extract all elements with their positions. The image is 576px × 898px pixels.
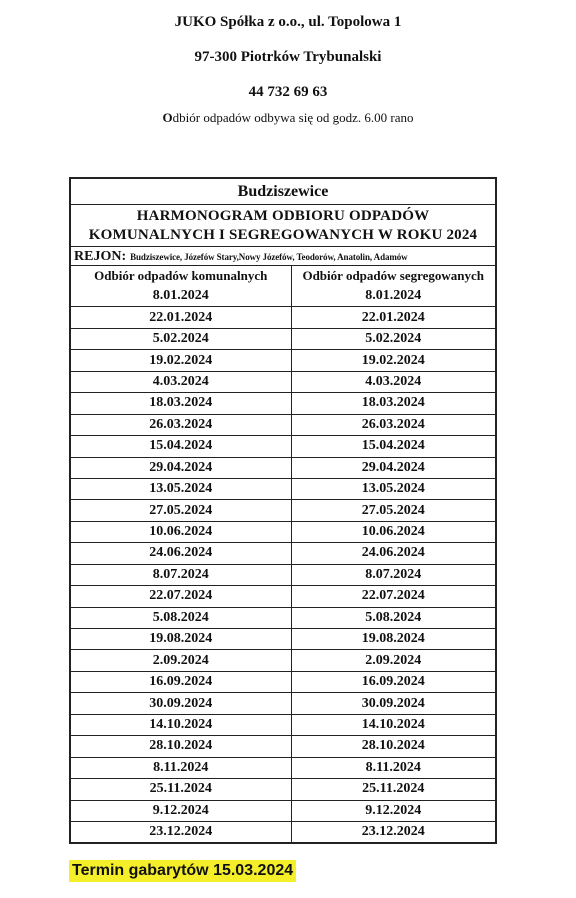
table-row — [71, 436, 495, 457]
communal-date-cell: 27.05.2024 — [71, 500, 291, 521]
table-row — [71, 564, 495, 585]
table-row — [71, 500, 495, 521]
table-row — [71, 521, 495, 542]
communal-date-cell: 2.09.2024 — [71, 650, 291, 671]
table-row — [71, 586, 495, 607]
segregated-date-cell: 8.07.2024 — [291, 564, 495, 585]
segregated-date-cell: 4.03.2024 — [291, 371, 495, 392]
note-first-letter: O — [162, 110, 173, 125]
table-row — [71, 650, 495, 671]
segregated-date-cell: 5.08.2024 — [291, 607, 495, 628]
segregated-date-cell: 8.11.2024 — [291, 757, 495, 778]
segregated-date-cell: 26.03.2024 — [291, 414, 495, 435]
segregated-date-cell: 18.03.2024 — [291, 393, 495, 414]
segregated-date-cell: 5.02.2024 — [291, 328, 495, 349]
heading-line-2: KOMUNALNYCH I SEGREGOWANYCH W ROKU 2024 — [88, 227, 478, 243]
communal-date-cell: 13.05.2024 — [71, 478, 291, 499]
segregated-date-cell: 15.04.2024 — [291, 436, 495, 457]
segregated-date-cell: 9.12.2024 — [291, 800, 495, 821]
schedule-table — [69, 177, 497, 844]
communal-date-cell: 30.09.2024 — [71, 693, 291, 714]
table-row — [71, 371, 495, 392]
segregated-date-cell: 24.06.2024 — [291, 543, 495, 564]
segregated-date-cell: 19.02.2024 — [291, 350, 495, 371]
company-name-address: JUKO Spółka z o.o., ul. Topolowa 1 — [174, 14, 402, 30]
segregated-date-cell: 10.06.2024 — [291, 521, 495, 542]
table-row — [71, 779, 495, 800]
dates-body — [71, 286, 495, 842]
communal-date-cell: 26.03.2024 — [71, 414, 291, 435]
column-header-segregated: Odbiór odpadów segregowanych — [291, 266, 495, 286]
dates-table — [71, 266, 495, 842]
segregated-date-cell: 30.09.2024 — [291, 693, 495, 714]
pickup-time-note — [0, 110, 576, 126]
communal-date-cell: 8.11.2024 — [71, 757, 291, 778]
table-row — [71, 478, 495, 499]
segregated-date-cell: 13.05.2024 — [291, 478, 495, 499]
table-row — [71, 821, 495, 842]
table-row — [71, 629, 495, 650]
communal-date-cell: 5.08.2024 — [71, 607, 291, 628]
communal-date-cell: 23.12.2024 — [71, 821, 291, 842]
table-row — [71, 350, 495, 371]
segregated-date-cell: 23.12.2024 — [291, 821, 495, 842]
heading-line-1: HARMONOGRAM ODBIORU ODPADÓW — [136, 208, 430, 224]
segregated-date-cell: 28.10.2024 — [291, 736, 495, 757]
segregated-date-cell: 2.09.2024 — [291, 650, 495, 671]
communal-date-cell: 25.11.2024 — [71, 779, 291, 800]
communal-date-cell: 29.04.2024 — [71, 457, 291, 478]
table-row — [71, 671, 495, 692]
company-phone: 44 732 69 63 — [248, 84, 328, 100]
segregated-date-cell: 16.09.2024 — [291, 671, 495, 692]
segregated-date-cell: 8.01.2024 — [291, 286, 495, 307]
segregated-date-cell: 22.01.2024 — [291, 307, 495, 328]
communal-date-cell: 4.03.2024 — [71, 371, 291, 392]
table-row — [71, 714, 495, 735]
table-row — [71, 693, 495, 714]
schedule-heading — [71, 205, 495, 247]
communal-date-cell: 19.02.2024 — [71, 350, 291, 371]
communal-date-cell: 10.06.2024 — [71, 521, 291, 542]
communal-date-cell: 15.04.2024 — [71, 436, 291, 457]
table-row — [71, 543, 495, 564]
column-header-communal: Odbiór odpadów komunalnych — [71, 266, 291, 286]
table-row — [71, 393, 495, 414]
communal-date-cell: 22.07.2024 — [71, 586, 291, 607]
communal-date-cell: 5.02.2024 — [71, 328, 291, 349]
communal-date-cell: 8.07.2024 — [71, 564, 291, 585]
region-label: REJON: — [74, 249, 127, 264]
communal-date-cell: 8.01.2024 — [71, 286, 291, 307]
table-row — [71, 328, 495, 349]
region-value: Budziszewice, Józefów Stary,Nowy Józefów, Teodorów, Anatolin, Adamów — [130, 252, 408, 262]
table-row — [71, 286, 495, 307]
note-text: dbiór odpadów odbywa się od godz. 6.00 rano — [172, 110, 414, 125]
segregated-date-cell: 27.05.2024 — [291, 500, 495, 521]
table-row — [71, 736, 495, 757]
communal-date-cell: 16.09.2024 — [71, 671, 291, 692]
table-row — [71, 457, 495, 478]
communal-date-cell: 22.01.2024 — [71, 307, 291, 328]
communal-date-cell: 19.08.2024 — [71, 629, 291, 650]
table-row — [71, 414, 495, 435]
dates-header-row — [71, 266, 495, 286]
bulky-waste-date: Termin gabarytów 15.03.2024 — [69, 860, 296, 882]
region-row — [71, 247, 495, 266]
company-city: 97-300 Piotrków Trybunalski — [194, 49, 382, 65]
table-row — [71, 307, 495, 328]
segregated-date-cell: 19.08.2024 — [291, 629, 495, 650]
segregated-date-cell: 14.10.2024 — [291, 714, 495, 735]
segregated-date-cell: 29.04.2024 — [291, 457, 495, 478]
communal-date-cell: 18.03.2024 — [71, 393, 291, 414]
table-row — [71, 757, 495, 778]
communal-date-cell: 28.10.2024 — [71, 736, 291, 757]
communal-date-cell: 24.06.2024 — [71, 543, 291, 564]
segregated-date-cell: 25.11.2024 — [291, 779, 495, 800]
communal-date-cell: 14.10.2024 — [71, 714, 291, 735]
table-row — [71, 800, 495, 821]
locality-title: Budziszewice — [71, 179, 495, 205]
segregated-date-cell: 22.07.2024 — [291, 586, 495, 607]
communal-date-cell: 9.12.2024 — [71, 800, 291, 821]
table-row — [71, 607, 495, 628]
